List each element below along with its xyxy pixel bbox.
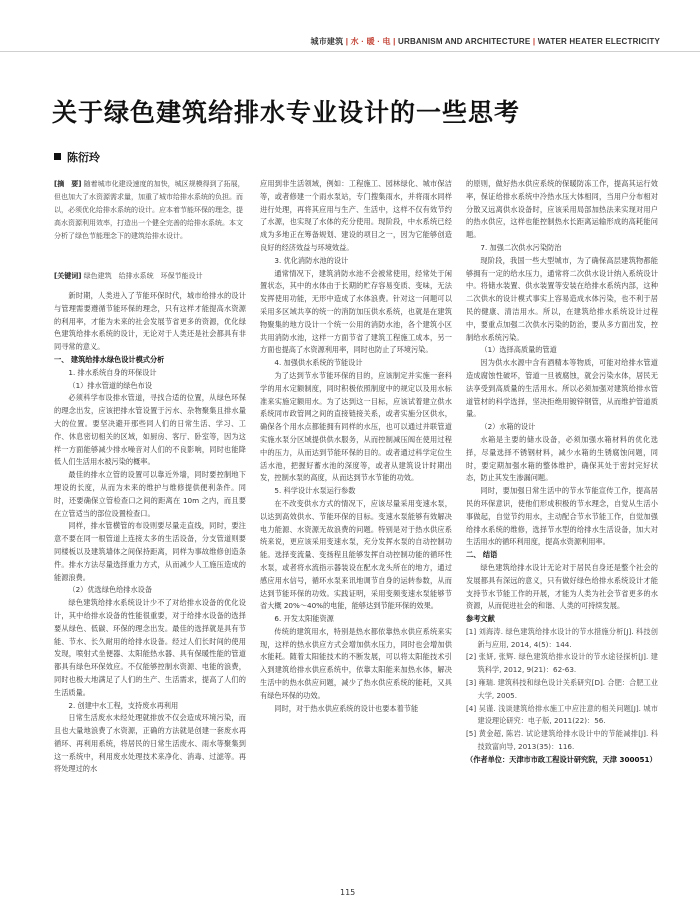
paragraph: 同时，对于热水供应系统的设计也要本着节能 (274, 703, 419, 713)
paragraph: （2）优选绿色给排水设备 (68, 585, 153, 595)
paragraph: 1. 排水系统自身的环保设计 (68, 367, 157, 377)
keywords-text: 绿色建筑 给排水系统 环保节能设计 (83, 272, 203, 280)
paragraph: 4. 加强供水系统的节能设计 (274, 358, 363, 368)
body-column-1 (54, 290, 246, 900)
references-heading: 参考文献 (466, 614, 495, 624)
reference-item: [1] 刘海涛. 绿色建筑给排水设计的节水措施分析[J]. 科技创新与应用, 2014, 4(5)：144. (466, 626, 658, 649)
page-number: 115 (340, 888, 356, 897)
reference-item: [4] 吴谨. 浅谈建筑给排水施工中应注意的相关问题[J]. 城市建设理论研究：电子版, 2011(22)：56. (466, 703, 658, 726)
keywords (54, 270, 246, 283)
keywords-label: [关键词] (54, 272, 82, 280)
author-line (54, 149, 100, 165)
header-divider (0, 51, 700, 52)
paragraph: 3. 优化消防水池的设计 (274, 255, 349, 265)
journal-header: 城市建筑 | 水 · 暖 · 电 | URBANISM AND ARCHITECTURE | WATER HEATER ELECTRICITY (310, 37, 660, 46)
paragraph: 在不改变供水方式的情况下，应该尽量采用变速水泵，以达到高效供水、节能环保的目标。变速水泵能够有效解决电力能源、水资源无故浪费的问题。特别是对于热水供应系统来说，更应该采用变速水泵，充分发挥水泵的自动控制功能。选择变流量、变扬程且能够发挥自动控制功能的循环性水泵，或者将水流指示器装设在配水龙头所在的地方，通过感应用水信号，循环水泵来讯地调节自身的运转参数，从而达到节能环保的功效。实践证明，采用变频变速水泵能够节省大概 20%～40%的电能，能够达到节能环保的效果。 (260, 498, 452, 611)
paragraph: 绿色建筑给排水设计无论对于居民自身还是整个社会的发展都具有深远的意义，只有做好绿色给排水系统设计才能支持节水节能工作的开展，才能为人类为社会节省更多的水资源，从而促进社会的和谐、人类的可持续发展。 (466, 562, 658, 611)
reference-item: [3] 雍瑞. 建筑科技和绿色设计关系研究[D]. 合肥：合肥工业大学, 2005. (466, 678, 658, 700)
paragraph: 6. 开发太阳能资源 (274, 614, 334, 624)
author-affiliation: （作者单位：天津市市政工程设计研究院，天津 300051） (466, 754, 657, 764)
paragraph: 水箱是主要的储水设备，必须加强水箱材料的优化选择，尽量选择不锈钢材料，减少水箱的生锈腐蚀问题，同时，要定期加强水箱的整体维护，确保其处于密封完好状态，防止其发生渗漏问题。 (466, 434, 658, 483)
paragraph: 7. 加强二次供水污染防治 (480, 242, 562, 252)
reference-item: [5] 黄金超, 陈岩. 试论建筑给排水设计中的节能减排[J]. 科技致富向导, 2013(35)：116. (466, 729, 658, 752)
paragraph: （1）选择高质量的管道 (480, 345, 557, 355)
paragraph: 同时，要加强日常生活中的节水节能宣传工作，提高居民的环保意识，使他们形成积极的节水理念，自觉从生活小事做起，自觉节约用水，主动配合节水节能工作，自觉加强给排水系统的维修，选择节水型的给排水生活设备，加大对生活用水的循环利用度，提高水资源利用率。 (466, 486, 658, 547)
paragraph: 2. 创建中水工程，支持废水再利用 (68, 700, 179, 710)
paragraph: （2）水箱的设计 (480, 422, 536, 432)
article-title: 关于绿色建筑给排水专业设计的一些思考 (52, 98, 521, 127)
paragraph: 通常情况下，建筑消防水池不会被常使用，经常处于闲置状态，其中的水体由于长期的贮存容易变质、变味，无法发挥使用功能，无形中造成了水体浪费。针对这一问题可以采用多区域共享的统一的消防加压供水系统，也就是在建筑物聚集的地方设计一个统一公用的消防水池，各个建筑小区共用消防水池，这样一方面节省了建筑工程施工成本，另一方面也提高了水资源利用率，同时也防止了环境污染。 (260, 268, 452, 355)
paragraph: 现阶段，我国一些大型城市，为了确保高层建筑物都能够拥有一定的给水压力，通常将二次供水设计纳入系统设计中。将储水装置、供水装置等安装在给排水系统内部，这种二次供水的设计模式事实上容易造成水体污染，也不利于居民的健康、清洁用水。所以，在建筑给排水系统设计过程中，要重点加强二次供水污染的防治，要从多方面出发，控制给水系统污染。 (466, 255, 658, 342)
paragraph: 同样，排水管横管的布设则要尽量走直线，同时，要注意不要在同一根管道上连接太多的生活设备，分支管道则要同楼板以及建筑墙体之间保持距离，同样为事故维修创造条件。排水方法尽量选择重力方式，从而减少人工施压造成的能源浪费。 (54, 521, 246, 582)
paragraph: 必须科学布设排水管道，寻找合适的位置，从绿色环保的理念出发，应该把排水管设置于污水、杂物聚集且排水量大的位置。要坚决避开那些同人们的日常生活、学习、工作、休息密切相关的区域，如厨房、客厅、卧室等，因为这样一方面能够减少排水噪音对人们的不良影响，同时也能降低人们生活用水被污染的概率。 (54, 393, 246, 467)
paragraph: （1）排水管道的绿色布设 (68, 380, 153, 390)
paragraph: 最佳的排水立管的设置可以靠近外墙，同时要控制地下埋设的长度，从而为未来的维护与维修提供便利条件。同时，还要确保立管检查口之间的距离在 10m 之内，而且要在立管适当的部位设置检查口。 (54, 470, 246, 518)
journal-category: 城市建筑 (310, 37, 344, 46)
paragraph: 传统的建筑用水，特别是热水都依靠热水供应系统来实现，这样的热水供应方式会增加供水压力，同时也会增加供水能耗。随着太阳能技术的不断发展，可以将太阳能技术引入到建筑给排水供应系统中，依靠太阳能来加热水体，解决生活中的热水供应问题，减少了热水供应系统的能耗，又具有绿色环保的功效。 (260, 626, 452, 700)
body-column-3 (466, 178, 658, 878)
paragraph: 的原则，做好热水供应系统的保暖防冻工作，提高其运行效率，保证给排水系统中冷热水压大体相同，当用户分布相对分散又远离供水设备时，应该采用局部加热法来实现对用户的热水供应，这样也能控制热水长距离运输形成的高耗能问题。 (466, 179, 658, 240)
journal-en-title: URBANISM AND ARCHITECTURE (398, 37, 531, 46)
section-heading: 二、 结语 (466, 550, 498, 560)
section-heading: 一、 建筑给排水绿色设计模式分析 (54, 354, 165, 364)
author-name: 陈衍玲 (67, 151, 100, 164)
author-square-icon (54, 153, 61, 160)
paragraph: 新时期，人类进入了节能环保时代，城市给排水的设计与管理需要遵循节能环保的理念，只有这样才能提高水资源的利用率，才能为未来的社会发展节省更多的资源，优化绿色建筑给排水系统的设计，无论对于人类还是社会都具有非同寻常的意义。 (54, 291, 246, 352)
paragraph: 应用到非生活领域，例如：工程施工、园林绿化、城市保洁等，或者修建一个雨水泵站，专门搜集雨水，并将雨水同样进行处理，再将其应用与生产、生活中，这样不仅有效节约了水源，也实现了水体的充分使用。现阶段，中水系统已经成为多地正在筹备规划、建设的项目之一，因为它能够创造良好的经济效益与环境效益。 (260, 179, 452, 252)
journal-section: 水 · 暖 · 电 (350, 37, 391, 46)
reference-item: [2] 张妍, 张辉. 绿色建筑给排水设计的节水途径探析[J]. 建筑科学, 2012, 9(21)：62-63. (466, 652, 658, 675)
paragraph: 日常生活废水未经处理就排放不仅会造成环境污染，而且也大量地浪费了水资源，正确的方法就是创建一套废水再循环、再利用系统，将居民的日常生活废水、雨水等聚集到这一系统中，利用废水处理技术来净化、消毒、过滤等。再将处理过的水 (54, 713, 246, 774)
paragraph: 绿色建筑给排水系统设计少不了对给排水设备的优化设计，其中给排水设备的性能很重要，对于给排水设备的选择要从绿色、低碳、环保的理念出发。最佳的选择就是具有节能、节水、长久耐用的给排水设备。经过人们长时间的使用发现，喷射式坐便器、太阳能热水器、具有保暖性能的管道都具有绿色环保效应。不仅能够控制水资源、电能的浪费，同时也极大地满足了人们的生产、生活需求，提高了人们的生活质量。 (54, 598, 246, 697)
abstract (54, 178, 246, 243)
journal-en-section: WATER HEATER ELECTRICITY (537, 37, 660, 46)
body-column-2 (260, 178, 452, 878)
paragraph: 为了达到节水节能环保的目的，应该制定并实施一套科学的用水定额制度，同时积极依照制度中的规定以及用水标准来实施定额用水。为了达到这一目标，应该试着建立供水系统同市政管网之间的直接链接关系，或者实施分区供水，确保各个用水点都能拥有同样的水压，也可以通过并联管道实施水泵分区域提供供水服务，从而控制减压阀在使用过程中的压力，从而达到节能环保的目的。或者通过科学定位生活水池，把握好蓄水池的深度等，或者从建筑设计时期出发，控制水泵的高度，从而达到节水节能的功效。 (260, 370, 452, 483)
paragraph: 因为供水水源中含有酒精本等物质，可能对给排水管道造成腐蚀性破坏，管道一旦被腐蚀，就会污染水体，居民无法享受到高质量的生活用水。所以必须加强对建筑给排水管道管材的科学选择，坚决拒绝用镀锌钢管，从而维护管道质量。 (466, 358, 658, 419)
abstract-text: 随着城市化建设速度的加快，城区规模得到了拓展，但也加大了水资源需求量，加重了城市给排水系统的负担。而以，必须优化给排水系统的设计。应本着节能环保的理念，提高水资源利用效率，打造出一个健全完善的给排水系统。本文分析了绿色节能理念下的建筑给排水设计。 (54, 180, 245, 240)
paragraph: 5. 科学设计水泵运行参数 (274, 486, 356, 496)
abstract-label: [摘 要] (54, 180, 82, 188)
